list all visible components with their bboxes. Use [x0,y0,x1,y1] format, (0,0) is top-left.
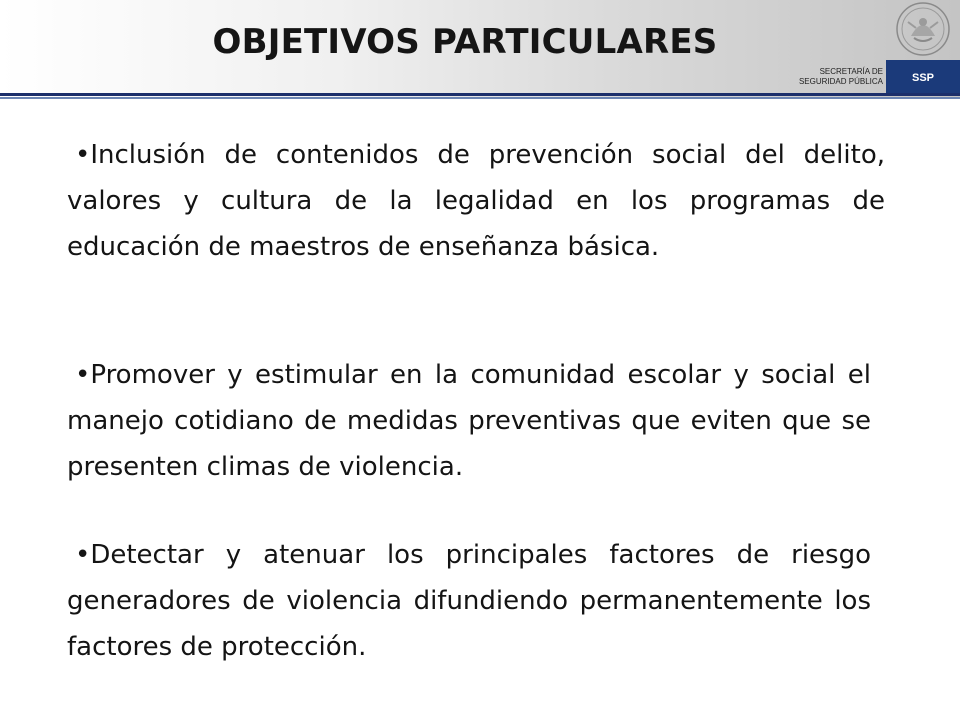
page-title: OBJETIVOS PARTICULARES [212,22,718,62]
bullet-marker: • [75,140,91,170]
bullet-item [67,532,871,670]
bullet-text: Inclusión de contenidos de prevención social del delito, valores y cultura de la legalidad en los programas de educación de maestros de enseñanza básica. [67,140,885,262]
ssp-badge [886,60,960,96]
ssp-badge-label: SSP [911,72,934,84]
bullet-item [67,132,885,270]
ministry-line-1: SECRETARÍA DE [819,67,883,76]
bullet-text: Detectar y atenuar los principales factores de riesgo generadores de violencia difundiendo permanentemente los factores de protección. [67,540,871,662]
ministry-name [799,67,883,87]
bullet-text: Promover y estimular en la comunidad escolar y social el manejo cotidiano de medidas preventivas que eviten que se presenten climas de violencia. [67,360,871,482]
bullet-marker: • [75,360,91,390]
header-rule-light [0,97,960,99]
national-seal-icon [886,0,960,60]
bullet-marker: • [75,540,91,570]
header-rule-dark [0,93,960,96]
bullet-item [67,352,871,490]
ministry-line-2: SEGURIDAD PÚBLICA [798,77,883,86]
